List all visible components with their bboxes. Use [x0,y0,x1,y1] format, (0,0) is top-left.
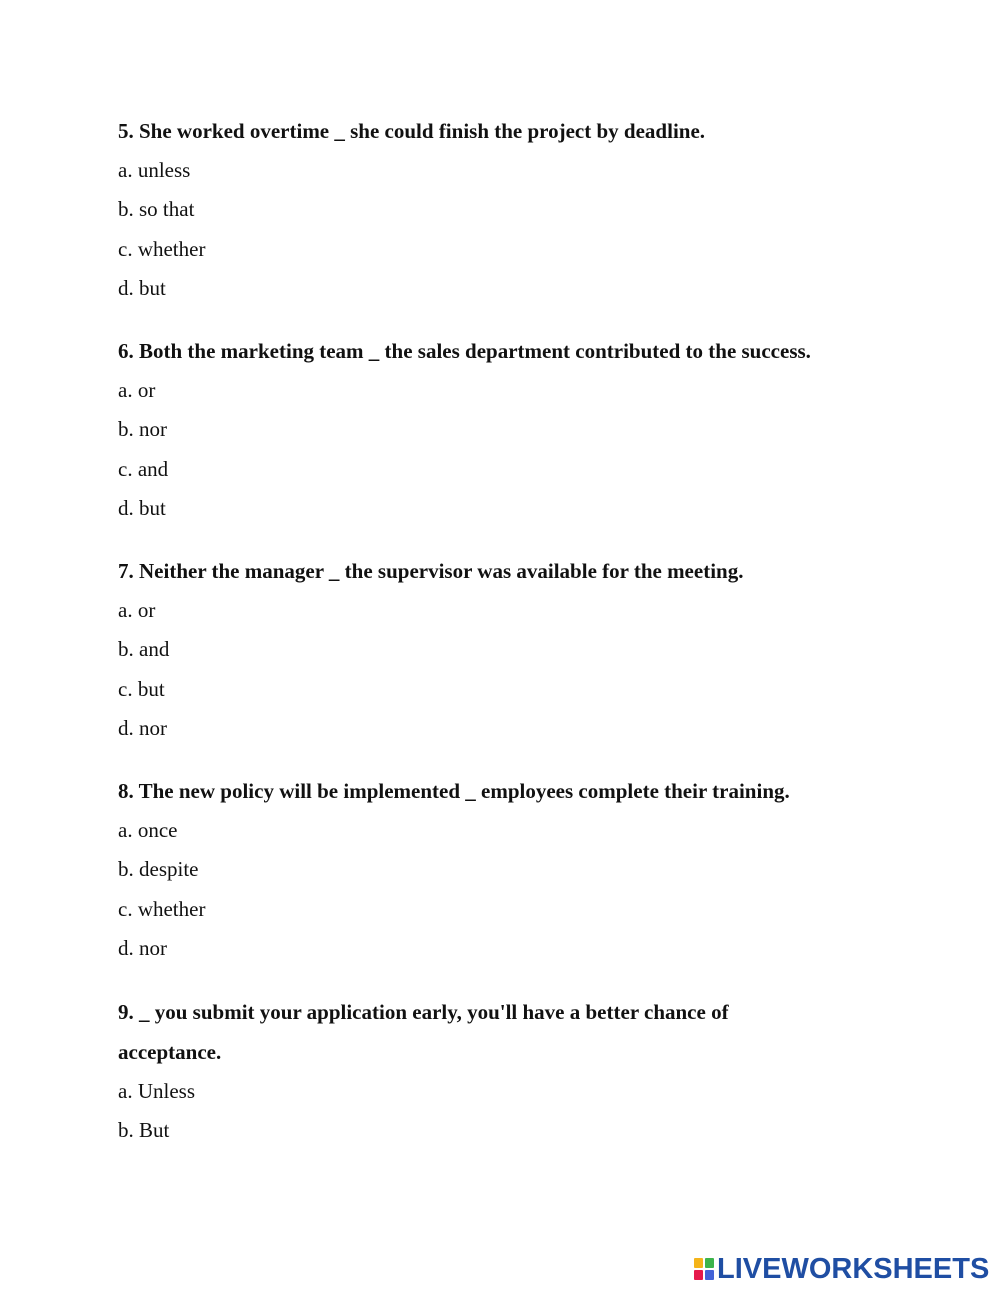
question-text: 6. Both the marketing team _ the sales department contributed to the success. [118,339,811,363]
option[interactable]: d. nor [118,935,167,960]
question-8 [118,771,918,968]
question-text: 9. _ you submit your application early, you'll have a better chance of acceptance. [118,1000,729,1064]
question-9 [118,992,808,1151]
option[interactable]: d. but [118,275,166,300]
option[interactable]: b. But [118,1118,170,1143]
option[interactable]: a. or [118,378,156,402]
brand-name: LIVEWORKSHEETS [717,1253,990,1285]
option[interactable]: a. or [118,598,156,622]
option[interactable]: b. and [118,637,170,662]
option[interactable]: b. nor [118,417,167,442]
option[interactable]: b. despite [118,857,199,882]
option[interactable]: d. nor [118,715,167,740]
option[interactable]: a. once [118,818,178,842]
option[interactable]: c. and [118,456,169,481]
option[interactable]: c. but [118,676,165,701]
question-text: 8. The new policy will be implemented _ employees complete their training. [118,779,790,803]
liveworksheets-logo-icon [693,1257,715,1281]
option[interactable]: c. whether [118,236,206,261]
question-5 [118,111,918,308]
option[interactable]: a. Unless [118,1079,195,1103]
question-6 [118,331,918,528]
question-7 [118,551,918,748]
option[interactable]: d. but [118,495,166,520]
question-text: 7. Neither the manager _ the supervisor was available for the meeting. [118,559,744,583]
liveworksheets-brand [693,1255,989,1283]
option[interactable]: b. so that [118,197,195,222]
option[interactable]: a. unless [118,158,191,182]
question-text: 5. She worked overtime _ she could finish the project by deadline. [118,119,706,143]
option[interactable]: c. whether [118,896,206,921]
